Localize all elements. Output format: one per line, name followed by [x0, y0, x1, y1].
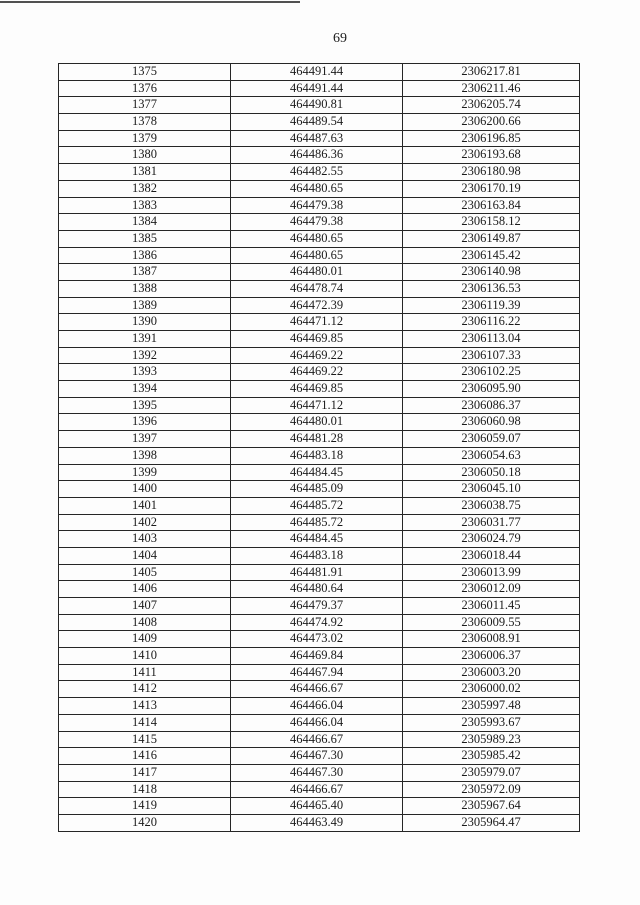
table-row — [59, 631, 580, 648]
point-number-cell: 1405 — [59, 564, 231, 581]
point-number-cell: 1403 — [59, 531, 231, 548]
y-coordinate-cell: 2305967.64 — [403, 798, 580, 815]
y-coordinate-cell: 2306018.44 — [403, 547, 580, 564]
y-coordinate-cell: 2306119.39 — [403, 297, 580, 314]
y-coordinate-cell: 2306102.25 — [403, 364, 580, 381]
point-number-cell: 1377 — [59, 97, 231, 114]
table-row — [59, 531, 580, 548]
y-coordinate-cell: 2306059.07 — [403, 431, 580, 448]
page-number: 69 — [333, 31, 347, 46]
point-number-cell: 1394 — [59, 381, 231, 398]
table-row — [59, 64, 580, 81]
y-coordinate-cell: 2306009.55 — [403, 614, 580, 631]
y-coordinate-cell: 2306050.18 — [403, 464, 580, 481]
table-row — [59, 180, 580, 197]
point-number-cell: 1385 — [59, 230, 231, 247]
point-number-cell: 1390 — [59, 314, 231, 331]
point-number-cell: 1407 — [59, 598, 231, 615]
table-row — [59, 297, 580, 314]
table-row — [59, 464, 580, 481]
table-row — [59, 214, 580, 231]
table-row — [59, 347, 580, 364]
coordinates-table — [58, 63, 580, 832]
y-coordinate-cell: 2305993.67 — [403, 714, 580, 731]
x-coordinate-cell: 464481.28 — [231, 431, 403, 448]
point-number-cell: 1416 — [59, 748, 231, 765]
table-row — [59, 280, 580, 297]
point-number-cell: 1380 — [59, 147, 231, 164]
point-number-cell: 1398 — [59, 447, 231, 464]
y-coordinate-cell: 2306149.87 — [403, 230, 580, 247]
point-number-cell: 1411 — [59, 664, 231, 681]
x-coordinate-cell: 464484.45 — [231, 531, 403, 548]
y-coordinate-cell: 2306006.37 — [403, 648, 580, 665]
y-coordinate-cell: 2305964.47 — [403, 814, 580, 831]
y-coordinate-cell: 2306158.12 — [403, 214, 580, 231]
x-coordinate-cell: 464491.44 — [231, 64, 403, 81]
x-coordinate-cell: 464469.85 — [231, 381, 403, 398]
table-row — [59, 381, 580, 398]
x-coordinate-cell: 464480.01 — [231, 414, 403, 431]
table-row — [59, 314, 580, 331]
point-number-cell: 1388 — [59, 280, 231, 297]
x-coordinate-cell: 464480.65 — [231, 180, 403, 197]
point-number-cell: 1378 — [59, 114, 231, 131]
x-coordinate-cell: 464482.55 — [231, 164, 403, 181]
table-row — [59, 331, 580, 348]
table-row — [59, 481, 580, 498]
table-row — [59, 431, 580, 448]
x-coordinate-cell: 464485.72 — [231, 514, 403, 531]
point-number-cell: 1396 — [59, 414, 231, 431]
x-coordinate-cell: 464467.94 — [231, 664, 403, 681]
point-number-cell: 1419 — [59, 798, 231, 815]
x-coordinate-cell: 464466.67 — [231, 781, 403, 798]
x-coordinate-cell: 464481.91 — [231, 564, 403, 581]
y-coordinate-cell: 2306008.91 — [403, 631, 580, 648]
x-coordinate-cell: 464466.67 — [231, 681, 403, 698]
table-row — [59, 197, 580, 214]
x-coordinate-cell: 464469.22 — [231, 347, 403, 364]
y-coordinate-cell: 2306060.98 — [403, 414, 580, 431]
table-row — [59, 581, 580, 598]
table-row — [59, 230, 580, 247]
point-number-cell: 1406 — [59, 581, 231, 598]
x-coordinate-cell: 464480.01 — [231, 264, 403, 281]
y-coordinate-cell: 2306116.22 — [403, 314, 580, 331]
point-number-cell: 1410 — [59, 648, 231, 665]
point-number-cell: 1381 — [59, 164, 231, 181]
table-row — [59, 514, 580, 531]
y-coordinate-cell: 2306054.63 — [403, 447, 580, 464]
table-row — [59, 447, 580, 464]
x-coordinate-cell: 464471.12 — [231, 314, 403, 331]
x-coordinate-cell: 464463.49 — [231, 814, 403, 831]
point-number-cell: 1392 — [59, 347, 231, 364]
table-row — [59, 731, 580, 748]
point-number-cell: 1412 — [59, 681, 231, 698]
x-coordinate-cell: 464486.36 — [231, 147, 403, 164]
x-coordinate-cell: 464471.12 — [231, 397, 403, 414]
table-row — [59, 798, 580, 815]
y-coordinate-cell: 2306180.98 — [403, 164, 580, 181]
y-coordinate-cell: 2306012.09 — [403, 581, 580, 598]
point-number-cell: 1418 — [59, 781, 231, 798]
y-coordinate-cell: 2306140.98 — [403, 264, 580, 281]
y-coordinate-cell: 2305985.42 — [403, 748, 580, 765]
table-row — [59, 264, 580, 281]
point-number-cell: 1393 — [59, 364, 231, 381]
point-number-cell: 1401 — [59, 497, 231, 514]
x-coordinate-cell: 464484.45 — [231, 464, 403, 481]
table-row — [59, 547, 580, 564]
point-number-cell: 1395 — [59, 397, 231, 414]
y-coordinate-cell: 2306145.42 — [403, 247, 580, 264]
point-number-cell: 1413 — [59, 698, 231, 715]
y-coordinate-cell: 2306217.81 — [403, 64, 580, 81]
x-coordinate-cell: 464473.02 — [231, 631, 403, 648]
y-coordinate-cell: 2306163.84 — [403, 197, 580, 214]
x-coordinate-cell: 464467.30 — [231, 748, 403, 765]
table-row — [59, 164, 580, 181]
y-coordinate-cell: 2305989.23 — [403, 731, 580, 748]
x-coordinate-cell: 464469.22 — [231, 364, 403, 381]
x-coordinate-cell: 464480.65 — [231, 230, 403, 247]
table-row — [59, 614, 580, 631]
x-coordinate-cell: 464478.74 — [231, 280, 403, 297]
x-coordinate-cell: 464485.72 — [231, 497, 403, 514]
table-row — [59, 764, 580, 781]
table-row — [59, 130, 580, 147]
point-number-cell: 1389 — [59, 297, 231, 314]
x-coordinate-cell: 464485.09 — [231, 481, 403, 498]
table-row — [59, 497, 580, 514]
y-coordinate-cell: 2306011.45 — [403, 598, 580, 615]
y-coordinate-cell: 2305972.09 — [403, 781, 580, 798]
y-coordinate-cell: 2306000.02 — [403, 681, 580, 698]
y-coordinate-cell: 2306024.79 — [403, 531, 580, 548]
y-coordinate-cell: 2306003.20 — [403, 664, 580, 681]
x-coordinate-cell: 464480.64 — [231, 581, 403, 598]
x-coordinate-cell: 464479.38 — [231, 197, 403, 214]
y-coordinate-cell: 2306193.68 — [403, 147, 580, 164]
table-row — [59, 564, 580, 581]
x-coordinate-cell: 464490.81 — [231, 97, 403, 114]
table-row — [59, 814, 580, 831]
x-coordinate-cell: 464466.04 — [231, 714, 403, 731]
point-number-cell: 1387 — [59, 264, 231, 281]
x-coordinate-cell: 464483.18 — [231, 547, 403, 564]
x-coordinate-cell: 464465.40 — [231, 798, 403, 815]
table-row — [59, 147, 580, 164]
point-number-cell: 1386 — [59, 247, 231, 264]
x-coordinate-cell: 464479.38 — [231, 214, 403, 231]
x-coordinate-cell: 464489.54 — [231, 114, 403, 131]
table-row — [59, 748, 580, 765]
point-number-cell: 1376 — [59, 80, 231, 97]
y-coordinate-cell: 2306211.46 — [403, 80, 580, 97]
y-coordinate-cell: 2306136.53 — [403, 280, 580, 297]
x-coordinate-cell: 464469.84 — [231, 648, 403, 665]
point-number-cell: 1409 — [59, 631, 231, 648]
point-number-cell: 1399 — [59, 464, 231, 481]
x-coordinate-cell: 464469.85 — [231, 331, 403, 348]
table-row — [59, 781, 580, 798]
scan-edge-line — [0, 1, 300, 3]
table-row — [59, 714, 580, 731]
y-coordinate-cell: 2306107.33 — [403, 347, 580, 364]
table-row — [59, 648, 580, 665]
point-number-cell: 1391 — [59, 331, 231, 348]
table-row — [59, 364, 580, 381]
y-coordinate-cell: 2306095.90 — [403, 381, 580, 398]
x-coordinate-cell: 464467.30 — [231, 764, 403, 781]
table-row — [59, 80, 580, 97]
y-coordinate-cell: 2306205.74 — [403, 97, 580, 114]
point-number-cell: 1415 — [59, 731, 231, 748]
x-coordinate-cell: 464491.44 — [231, 80, 403, 97]
y-coordinate-cell: 2305997.48 — [403, 698, 580, 715]
table-row — [59, 698, 580, 715]
y-coordinate-cell: 2306031.77 — [403, 514, 580, 531]
x-coordinate-cell: 464472.39 — [231, 297, 403, 314]
coordinates-table-body — [59, 64, 580, 832]
table-row — [59, 598, 580, 615]
y-coordinate-cell: 2306013.99 — [403, 564, 580, 581]
y-coordinate-cell: 2306196.85 — [403, 130, 580, 147]
point-number-cell: 1397 — [59, 431, 231, 448]
point-number-cell: 1404 — [59, 547, 231, 564]
point-number-cell: 1400 — [59, 481, 231, 498]
y-coordinate-cell: 2306200.66 — [403, 114, 580, 131]
x-coordinate-cell: 464483.18 — [231, 447, 403, 464]
y-coordinate-cell: 2306038.75 — [403, 497, 580, 514]
point-number-cell: 1382 — [59, 180, 231, 197]
x-coordinate-cell: 464479.37 — [231, 598, 403, 615]
x-coordinate-cell: 464487.63 — [231, 130, 403, 147]
point-number-cell: 1384 — [59, 214, 231, 231]
table-row — [59, 664, 580, 681]
table-row — [59, 247, 580, 264]
y-coordinate-cell: 2306170.19 — [403, 180, 580, 197]
table-row — [59, 114, 580, 131]
table-row — [59, 414, 580, 431]
point-number-cell: 1375 — [59, 64, 231, 81]
table-row — [59, 397, 580, 414]
x-coordinate-cell: 464480.65 — [231, 247, 403, 264]
y-coordinate-cell: 2306113.04 — [403, 331, 580, 348]
x-coordinate-cell: 464474.92 — [231, 614, 403, 631]
table-row — [59, 97, 580, 114]
point-number-cell: 1420 — [59, 814, 231, 831]
point-number-cell: 1417 — [59, 764, 231, 781]
table-row — [59, 681, 580, 698]
point-number-cell: 1402 — [59, 514, 231, 531]
point-number-cell: 1383 — [59, 197, 231, 214]
y-coordinate-cell: 2306045.10 — [403, 481, 580, 498]
y-coordinate-cell: 2305979.07 — [403, 764, 580, 781]
point-number-cell: 1414 — [59, 714, 231, 731]
y-coordinate-cell: 2306086.37 — [403, 397, 580, 414]
x-coordinate-cell: 464466.04 — [231, 698, 403, 715]
x-coordinate-cell: 464466.67 — [231, 731, 403, 748]
point-number-cell: 1408 — [59, 614, 231, 631]
point-number-cell: 1379 — [59, 130, 231, 147]
